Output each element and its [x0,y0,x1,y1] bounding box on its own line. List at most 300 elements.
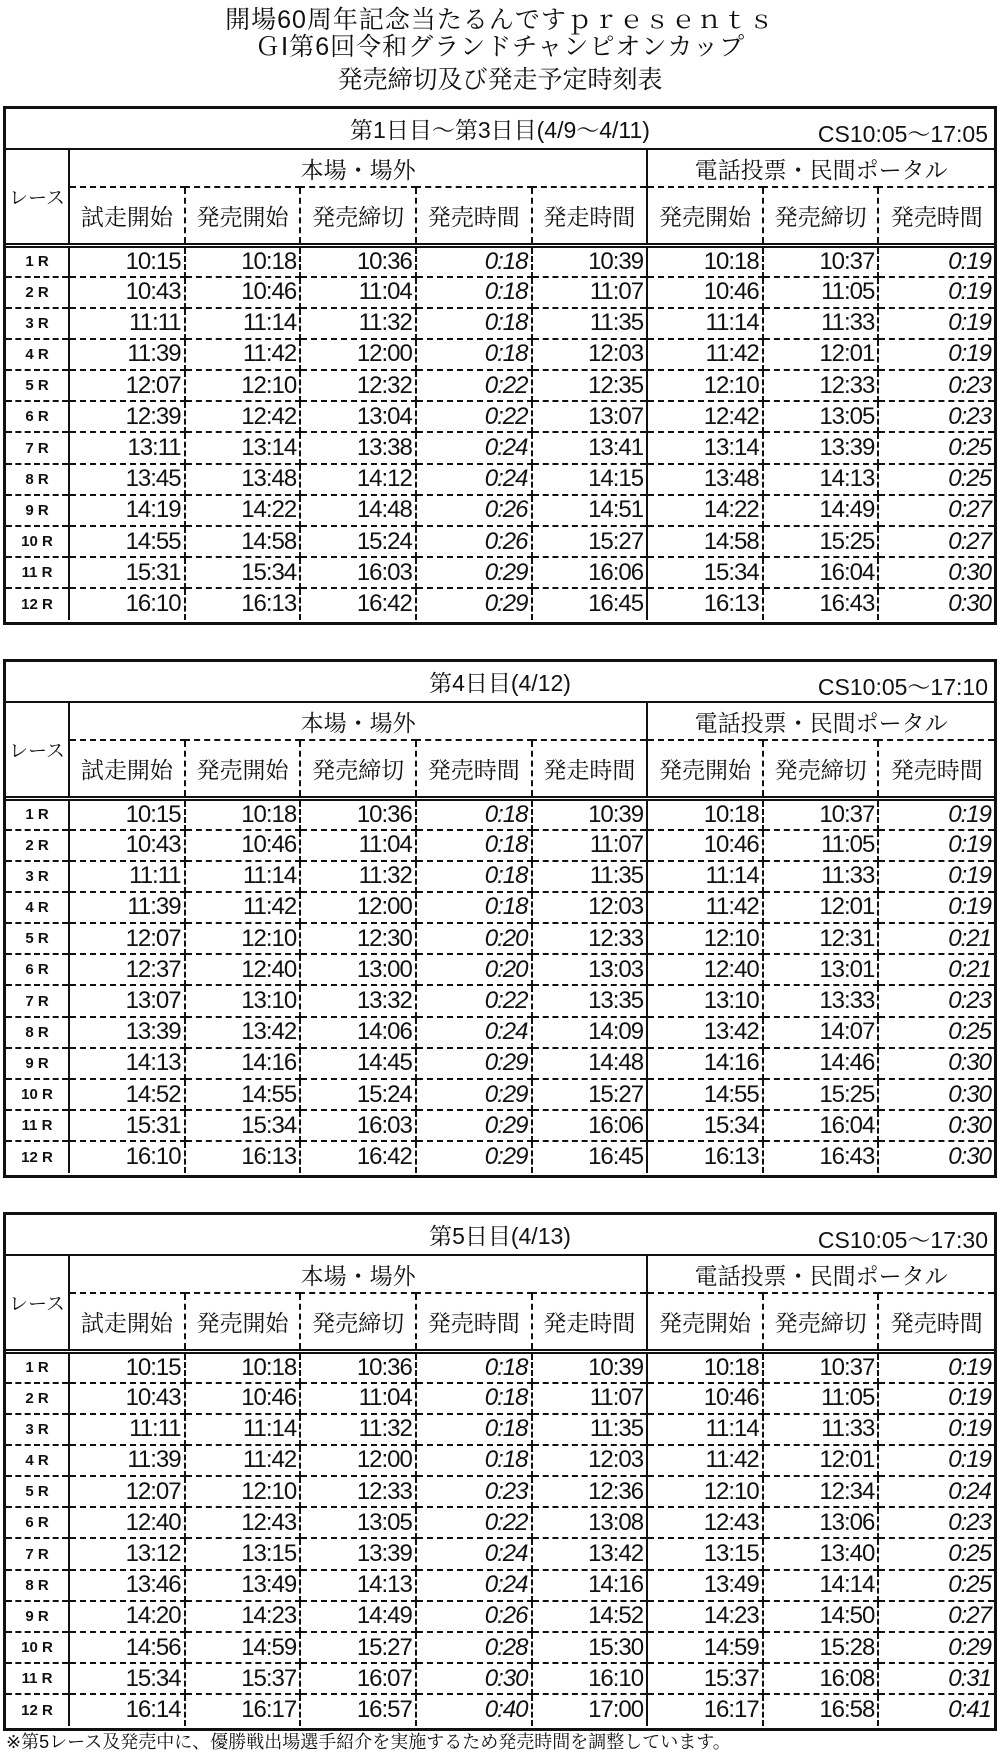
table-row [6,985,994,1016]
time-cell: 0:25 [878,1538,994,1569]
race-number: 7 R [6,985,69,1016]
time-cell: 12:01 [763,892,879,923]
time-cell: 0:29 [416,1079,532,1110]
time-cell: 10:18 [185,245,301,277]
time-cell: 11:33 [763,1414,879,1445]
column-header: 発売開始 [647,187,763,245]
time-cell: 13:04 [300,401,416,432]
time-cell: 0:18 [416,892,532,923]
race-number: 6 R [6,954,69,985]
time-cell: 10:39 [532,245,648,277]
time-cell: 13:33 [763,985,879,1016]
time-cell: 14:50 [763,1601,879,1632]
race-number: 3 R [6,308,69,339]
time-cell: 14:46 [763,1048,879,1079]
time-cell: 0:25 [878,1570,994,1601]
time-cell: 10:39 [532,1351,648,1383]
time-cell: 0:19 [878,1383,994,1414]
day-header [6,662,994,702]
time-cell: 0:19 [878,245,994,277]
time-cell: 10:18 [185,1351,301,1383]
column-header: 発売時間 [416,187,532,245]
time-cell: 12:33 [300,1476,416,1507]
time-cell: 13:41 [532,432,648,463]
time-cell: 0:19 [878,798,994,830]
table-row [6,557,994,588]
time-cell: 13:15 [647,1538,763,1569]
column-header: 発売開始 [185,187,301,245]
time-cell: 15:34 [69,1663,185,1694]
column-header: 発売時間 [878,1293,994,1351]
time-cell: 12:10 [185,1476,301,1507]
time-cell: 10:36 [300,798,416,830]
time-cell: 16:13 [647,1141,763,1172]
time-cell: 0:19 [878,339,994,370]
time-cell: 0:22 [416,1507,532,1538]
time-cell: 12:03 [532,1445,648,1476]
time-cell: 0:30 [878,1079,994,1110]
time-cell: 10:46 [647,277,763,308]
day-header [6,109,994,149]
time-cell: 14:56 [69,1632,185,1663]
time-cell: 13:01 [763,954,879,985]
table-row [6,1694,994,1725]
time-cell: 10:43 [69,1383,185,1414]
time-cell: 0:18 [416,308,532,339]
time-cell: 13:14 [647,432,763,463]
time-cell: 12:00 [300,892,416,923]
time-cell: 16:07 [300,1663,416,1694]
day-title: 第1日目～第3日目(4/9～4/11) [350,117,650,143]
time-cell: 10:37 [763,245,879,277]
table-row [6,401,994,432]
time-cell: 0:23 [416,1476,532,1507]
page-subtitle: 発売締切及び発走予定時刻表 [337,66,663,94]
time-cell: 15:34 [185,1110,301,1141]
time-cell: 16:13 [647,588,763,619]
race-number: 5 R [6,370,69,401]
time-cell: 15:34 [647,557,763,588]
time-cell: 11:11 [69,861,185,892]
time-cell: 16:13 [185,1141,301,1172]
time-cell: 14:55 [69,526,185,557]
time-cell: 12:10 [647,370,763,401]
time-cell: 13:06 [763,1507,879,1538]
time-cell: 0:25 [878,1017,994,1048]
time-cell: 0:30 [416,1663,532,1694]
time-cell: 13:45 [69,464,185,495]
time-cell: 12:10 [647,1476,763,1507]
time-cell: 13:35 [532,985,648,1016]
cs-time: CS10:05～17:30 [817,1227,988,1253]
time-cell: 0:27 [878,495,994,526]
time-cell: 12:01 [763,339,879,370]
time-cell: 11:05 [763,277,879,308]
race-number: 1 R [6,245,69,277]
page-title-line1: 開場60周年記念当たるんですｐｒｅｓｅｎｔｓ [225,6,775,34]
race-number: 5 R [6,1476,69,1507]
time-cell: 0:18 [416,830,532,861]
time-cell: 0:23 [878,985,994,1016]
time-cell: 13:05 [763,401,879,432]
column-header: 発売締切 [763,1293,879,1351]
time-cell: 14:58 [647,526,763,557]
time-cell: 13:49 [647,1570,763,1601]
group-header-main: 本場・場外 [69,1255,647,1293]
time-cell: 15:37 [647,1663,763,1694]
cs-time: CS10:05～17:10 [817,674,988,700]
time-cell: 11:07 [532,277,648,308]
time-cell: 12:07 [69,923,185,954]
time-cell: 14:19 [69,495,185,526]
time-cell: 13:42 [532,1538,648,1569]
time-cell: 11:14 [647,308,763,339]
time-cell: 11:14 [185,308,301,339]
race-number: 10 R [6,526,69,557]
time-cell: 16:14 [69,1694,185,1725]
column-header: 発売開始 [647,1293,763,1351]
race-column-header: レース [6,702,69,798]
time-cell: 14:12 [300,464,416,495]
time-cell: 13:42 [185,1017,301,1048]
time-cell: 14:48 [532,1048,648,1079]
time-cell: 0:21 [878,923,994,954]
time-cell: 10:36 [300,245,416,277]
table-row [6,495,994,526]
table-row [6,370,994,401]
time-cell: 10:37 [763,798,879,830]
table-row [6,245,994,277]
time-cell: 16:04 [763,1110,879,1141]
time-cell: 0:22 [416,401,532,432]
time-cell: 11:07 [532,1383,648,1414]
column-header: 発売締切 [300,187,416,245]
time-cell: 14:22 [185,495,301,526]
race-number: 11 R [6,1110,69,1141]
table-row [6,432,994,463]
time-cell: 14:06 [300,1017,416,1048]
time-cell: 16:03 [300,1110,416,1141]
time-cell: 15:24 [300,526,416,557]
time-cell: 12:10 [185,923,301,954]
time-cell: 11:35 [532,861,648,892]
time-cell: 14:59 [185,1632,301,1663]
time-cell: 0:24 [416,464,532,495]
race-number: 7 R [6,432,69,463]
race-number: 1 R [6,798,69,830]
time-cell: 11:14 [185,861,301,892]
column-header: 発売開始 [185,1293,301,1351]
time-cell: 0:30 [948,1143,991,1171]
race-number: 1 R [6,1351,69,1383]
time-cell: 13:07 [69,985,185,1016]
race-number: 9 R [6,495,69,526]
time-cell: 11:11 [69,308,185,339]
time-cell: 11:07 [532,830,648,861]
time-cell: 0:18 [416,1414,532,1445]
time-cell: 0:19 [878,1445,994,1476]
time-cell: 10:46 [647,1383,763,1414]
time-cell: 0:24 [416,432,532,463]
time-cell: 16:17 [647,1694,763,1725]
time-cell: 12:30 [300,923,416,954]
time-cell: 0:31 [878,1663,994,1694]
time-cell: 0:30 [878,1048,994,1079]
time-cell: 11:35 [532,1414,648,1445]
time-cell: 13:14 [185,432,301,463]
time-cell: 16:10 [69,588,185,619]
time-cell: 12:42 [647,401,763,432]
time-cell: 13:38 [300,432,416,463]
column-header: 発売締切 [763,187,879,245]
time-cell: 12:43 [185,1507,301,1538]
time-cell: 12:43 [647,1507,763,1538]
column-header: 発売締切 [300,1293,416,1351]
time-cell: 0:18 [416,861,532,892]
race-number: 10 R [6,1079,69,1110]
time-cell: 14:07 [763,1017,879,1048]
time-cell: 12:40 [185,954,301,985]
time-cell: 0:18 [416,339,532,370]
time-cell: 15:37 [185,1663,301,1694]
time-cell: 15:27 [532,526,648,557]
time-cell: 12:35 [532,370,648,401]
time-cell: 10:46 [185,277,301,308]
day-header [6,1215,994,1255]
time-cell: 14:55 [185,1079,301,1110]
column-header: 発売時間 [878,740,994,798]
time-cell: 14:49 [763,495,879,526]
time-cell: 0:26 [416,526,532,557]
time-cell: 0:24 [416,1017,532,1048]
table-row [6,1110,994,1141]
time-cell: 14:52 [69,1079,185,1110]
time-cell: 16:42 [300,1141,416,1172]
time-cell: 11:32 [300,861,416,892]
time-cell: 11:42 [185,1445,301,1476]
group-header-phone: 電話投票・民間ポータル [647,1255,994,1293]
time-cell: 0:18 [416,798,532,830]
time-cell: 12:31 [763,923,879,954]
time-cell: 13:10 [647,985,763,1016]
time-cell: 16:10 [532,1663,648,1694]
table-row [6,1632,994,1663]
time-cell: 15:27 [532,1079,648,1110]
time-cell: 10:15 [69,1351,185,1383]
time-cell: 13:32 [300,985,416,1016]
time-cell: 13:39 [69,1017,185,1048]
time-cell: 0:23 [878,401,994,432]
race-number: 2 R [6,277,69,308]
time-cell: 12:10 [185,370,301,401]
time-cell: 13:00 [300,954,416,985]
time-cell: 11:05 [763,830,879,861]
race-number: 3 R [6,861,69,892]
race-column-header: レース [6,1255,69,1351]
time-cell: 12:34 [763,1476,879,1507]
time-cell: 10:46 [647,830,763,861]
time-cell: 13:05 [300,1507,416,1538]
time-cell: 13:11 [69,432,185,463]
time-cell: 16:57 [300,1694,416,1725]
column-header: 発走時間 [532,187,648,245]
table-row [6,464,994,495]
time-cell: 12:33 [532,923,648,954]
time-cell: 16:04 [763,557,879,588]
time-cell: 0:30 [948,590,991,618]
time-cell: 14:16 [532,1570,648,1601]
time-cell: 0:18 [416,277,532,308]
page-title-line2: ＧⅠ第6回令和グランドチャンピオンカップ [254,33,746,61]
time-cell: 10:15 [69,798,185,830]
time-cell: 14:13 [300,1570,416,1601]
time-cell: 11:39 [69,1445,185,1476]
time-cell: 0:27 [878,1601,994,1632]
table-row [6,798,994,830]
time-cell: 16:17 [185,1694,301,1725]
time-cell: 0:19 [878,1414,994,1445]
group-header-phone: 電話投票・民間ポータル [647,149,994,187]
table-row [6,923,994,954]
time-cell: 12:03 [532,339,648,370]
race-number: 7 R [6,1538,69,1569]
race-number: 6 R [6,401,69,432]
time-cell: 16:58 [763,1694,879,1725]
time-cell: 14:13 [763,464,879,495]
time-cell: 0:40 [416,1694,532,1725]
time-cell: 16:45 [532,1141,648,1172]
time-cell: 15:34 [185,557,301,588]
table-row [6,1601,994,1632]
time-cell: 11:39 [69,339,185,370]
day-title: 第5日目(4/13) [429,1223,571,1249]
table-row [6,1017,994,1048]
table-row [6,1538,994,1569]
time-cell: 12:00 [300,1445,416,1476]
time-cell: 14:13 [69,1048,185,1079]
time-cell: 10:43 [69,277,185,308]
time-cell: 14:16 [647,1048,763,1079]
time-cell: 0:30 [878,557,994,588]
time-cell: 13:39 [300,1538,416,1569]
time-cell: 15:24 [300,1079,416,1110]
table-row [6,830,994,861]
time-cell: 15:25 [763,1079,879,1110]
time-cell: 15:31 [69,1110,185,1141]
time-cell: 11:33 [763,308,879,339]
time-cell: 0:18 [416,245,532,277]
day-title: 第4日目(4/12) [429,670,571,696]
time-cell: 11:32 [300,1414,416,1445]
table-row [6,308,994,339]
time-cell: 0:19 [878,861,994,892]
time-cell: 15:25 [763,526,879,557]
time-cell: 11:14 [647,861,763,892]
time-cell: 13:48 [185,464,301,495]
group-header-phone: 電話投票・民間ポータル [647,702,994,740]
time-cell: 14:16 [185,1048,301,1079]
time-cell: 15:31 [69,557,185,588]
time-cell: 14:09 [532,1017,648,1048]
time-cell: 11:04 [300,277,416,308]
time-cell: 12:40 [69,1507,185,1538]
time-cell: 12:33 [763,370,879,401]
time-cell: 15:30 [532,1632,648,1663]
time-cell: 12:36 [532,1476,648,1507]
time-cell: 12:10 [647,923,763,954]
time-cell: 10:43 [69,830,185,861]
time-cell: 11:33 [763,861,879,892]
time-cell: 0:18 [416,1445,532,1476]
race-number: 11 R [6,1663,69,1694]
race-number: 12 R [6,1141,69,1172]
table-row [6,861,994,892]
time-cell: 0:22 [416,370,532,401]
time-cell: 13:46 [69,1570,185,1601]
time-cell: 13:40 [763,1538,879,1569]
time-cell: 13:12 [69,1538,185,1569]
time-cell: 0:19 [878,892,994,923]
time-cell: 10:18 [647,798,763,830]
time-cell: 11:42 [647,1445,763,1476]
race-number: 8 R [6,1570,69,1601]
time-cell: 11:11 [69,1414,185,1445]
time-cell: 14:55 [647,1079,763,1110]
table-row [6,1141,994,1172]
race-number: 3 R [6,1414,69,1445]
time-cell: 16:13 [185,588,301,619]
time-cell: 16:45 [532,588,648,619]
time-cell: 10:39 [532,798,648,830]
time-cell: 14:49 [300,1601,416,1632]
time-cell: 10:15 [69,245,185,277]
time-cell: 14:59 [647,1632,763,1663]
time-cell: 12:07 [69,370,185,401]
time-cell: 14:52 [532,1601,648,1632]
schedule-table-day5 [3,1212,997,1731]
table-row [6,1570,994,1601]
time-cell: 12:37 [69,954,185,985]
column-header: 発売開始 [185,740,301,798]
table-row [6,339,994,370]
race-column-header: レース [6,149,69,245]
column-header: 試走開始 [69,740,185,798]
time-cell: 13:49 [185,1570,301,1601]
time-cell: 14:58 [185,526,301,557]
time-cell: 14:23 [185,1601,301,1632]
time-cell: 14:45 [300,1048,416,1079]
time-cell: 14:48 [300,495,416,526]
time-cell: 11:14 [647,1414,763,1445]
time-cell: 0:19 [878,308,994,339]
time-cell: 0:25 [878,432,994,463]
time-cell: 11:39 [69,892,185,923]
time-cell: 12:07 [69,1476,185,1507]
time-cell: 11:42 [647,339,763,370]
column-header: 発売時間 [878,187,994,245]
time-cell: 0:26 [416,495,532,526]
time-cell: 11:32 [300,308,416,339]
group-header-main: 本場・場外 [69,149,647,187]
time-cell: 0:25 [878,464,994,495]
race-number: 2 R [6,1383,69,1414]
time-cell: 0:22 [416,985,532,1016]
time-cell: 13:10 [185,985,301,1016]
time-cell: 0:24 [416,1570,532,1601]
group-header-main: 本場・場外 [69,702,647,740]
table-row [6,1663,994,1694]
race-number: 2 R [6,830,69,861]
